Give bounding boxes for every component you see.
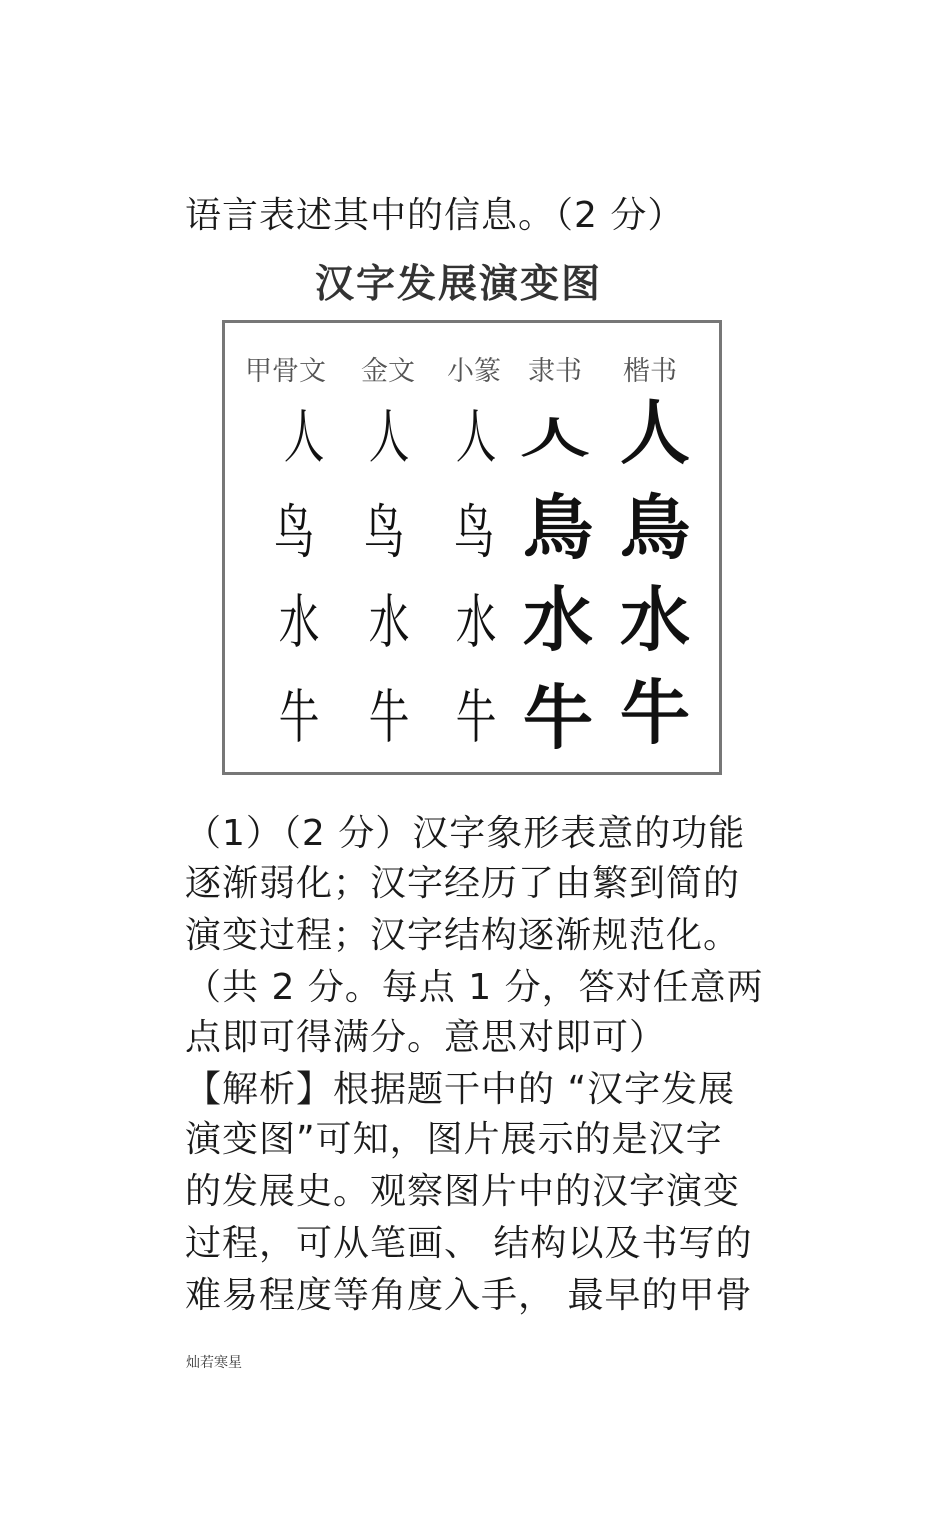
glyph-oracle-ren: 人 [283,403,325,471]
answer-line: 点即可得满分。意思对即可） [185,1017,667,1058]
glyph-regular-niao: 鳥 [620,486,690,569]
glyph-clerical-shui: 水 [523,578,593,661]
glyph-clerical-ren: 人 [520,412,590,463]
column-header-small-seal: 小篆 [447,356,501,387]
analysis-line: 演变图”可知，图片展示的是汉字 [185,1119,723,1160]
question-line: 语言表述其中的信息。（2 分） [185,195,685,236]
glyph-seal-ren: 人 [455,403,497,471]
page-footer: 灿若寒星 [186,1355,242,1371]
evolution-figure [222,320,722,775]
glyph-oracle-niao: 鸟 [273,498,315,566]
glyph-clerical-niu: 牛 [523,676,593,759]
glyph-seal-shui: 水 [455,588,497,656]
answer-line: 逐渐弱化；汉字经历了由繁到简的 [185,863,741,904]
answer-line: （共 2 分。每点 1 分，答对任意两 [185,967,764,1008]
glyph-seal-niao: 鸟 [453,498,495,566]
figure-title: 汉字发展演变图 [315,262,603,307]
glyph-regular-shui: 水 [620,578,690,661]
column-header-oracle-bone: 甲骨文 [245,356,326,387]
glyph-clerical-niao: 鳥 [523,486,593,569]
glyph-bronze-niao: 鸟 [363,498,405,566]
glyph-bronze-niu: 牛 [368,683,410,751]
glyph-oracle-shui: 水 [278,588,320,656]
answer-line: 演变过程；汉字结构逐渐规范化。 [185,915,741,956]
glyph-regular-niu: 牛 [620,671,690,754]
analysis-line: 难易程度等角度入手， 最早的甲骨 [185,1275,753,1316]
analysis-line: 的发展史。观察图片中的汉字演变 [185,1171,741,1212]
column-header-regular: 楷书 [623,356,677,387]
glyph-oracle-niu: 牛 [278,683,320,751]
answer-line: （1）（2 分）汉字象形表意的功能 [185,813,746,854]
glyph-regular-ren: 人 [620,391,690,474]
glyph-bronze-shui: 水 [368,588,410,656]
column-header-clerical: 隶书 [528,356,582,387]
column-header-bronze: 金文 [361,356,415,387]
analysis-line: 【解析】根据题干中的 “汉字发展 [185,1069,736,1110]
glyph-seal-niu: 牛 [455,683,497,751]
glyph-bronze-ren: 人 [368,403,410,471]
analysis-line: 过程，可从笔画、 结构以及书写的 [185,1223,753,1264]
